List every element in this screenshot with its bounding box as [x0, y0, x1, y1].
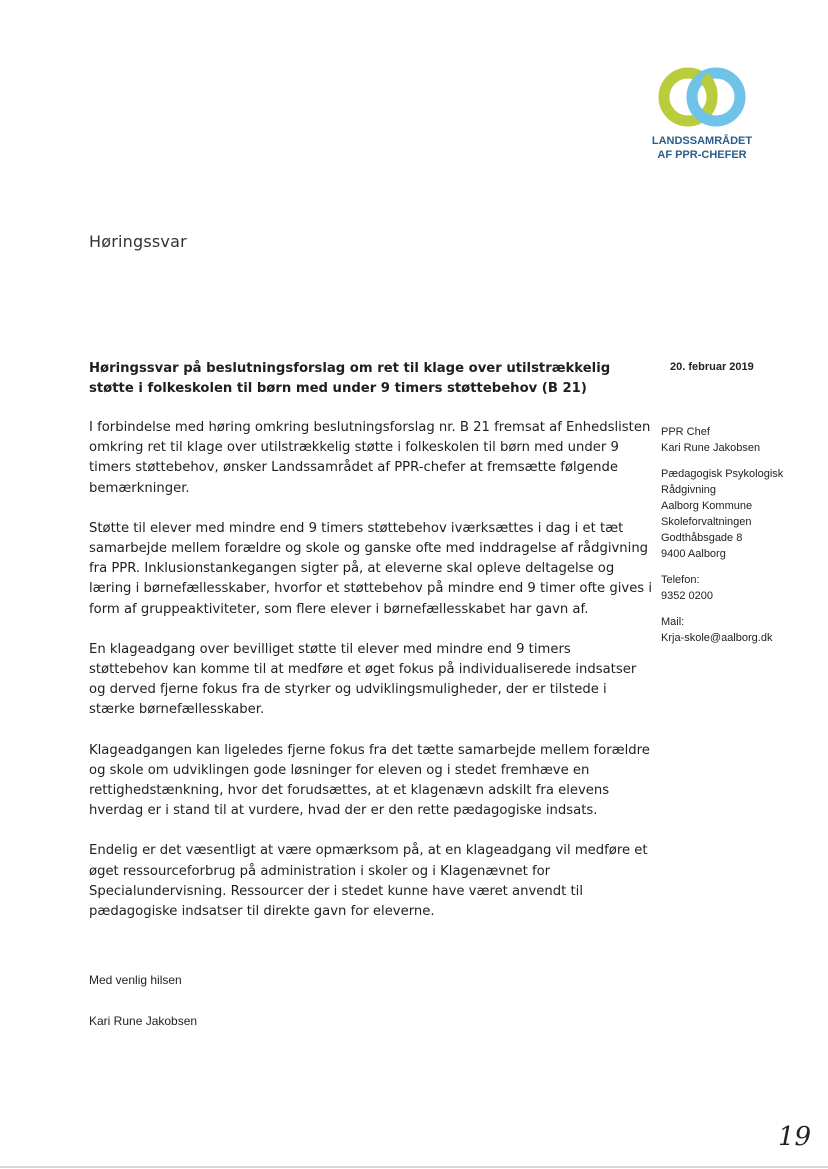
phone-label: Telefon:	[661, 574, 700, 586]
body-paragraph: Klageadgangen kan ligeledes fjerne fokus fra det tætte samarbejde mellem forældre og skole om udviklingen gode løsninger for eleven og i stedet fremhæve en rettighedstænkning, hvor det forudsættes, at et klagenævn adskilt fra elevens hverdag er i stand til at vurdere, hvad der er den rette pædagogiske indsats.	[89, 742, 650, 819]
logo-line-1: LANDSSAMRÅDET	[651, 135, 753, 147]
sender-info-sidebar	[661, 424, 821, 656]
interlocking-rings-logo-icon	[654, 62, 750, 132]
address-block	[661, 466, 821, 562]
body-paragraph: I forbindelse med høring omkring beslutningsforslag nr. B 21 fremsat af Enhedslisten omkring ret til klage over utilstrækkelig støtte i folkeskolen til børn med under 9 timers støttebehov, ønsker Landssamrådet af PPR-chefer at fremsætte følgende bemærkninger.	[89, 420, 651, 496]
sender-role: PPR Chef	[661, 426, 710, 438]
body-paragraph: Støtte til elever med mindre end 9 timers støttebehov iværksættes i dag i et tæt samarbejde mellem forældre og skole og ganske ofte med inddragelse af rådgivning fra PPR. Inklusionstankegangen sigter på, at eleverne skal opleve deltagelse og læring i børnefællesskaber, hvorfor et støttebehov på mindre end 9 timer ofte gives i form af gruppeaktiviteter, som flere elever i børnefællesskabet har gavn af.	[89, 520, 653, 617]
org-line-1: Pædagogisk Psykologisk	[661, 468, 784, 480]
handwritten-page-number: 19	[778, 1122, 812, 1152]
phone-block	[661, 572, 821, 604]
letter-date: 20. februar 2019	[670, 361, 754, 373]
logo-wordmark	[648, 134, 756, 162]
body-paragraph: Endelig er det væsentligt at være opmærksom på, at en klageadgang vil medføre et øget ressourceforbrug på administration i skoler og i Klagenævnet for Specialundervisning. Ressourcer der i stedet kunne have været anvendt til pædagogiske indsatser til direkte gavn for eleverne.	[89, 843, 648, 920]
org-line-2: Rådgivning	[661, 484, 717, 496]
street-address: Godthåbsgade 8	[661, 532, 743, 544]
org-line-3: Aalborg Kommune	[661, 500, 753, 512]
body-paragraph: En klageadgang over bevilliget støtte til elever med mindre end 9 timers støttebehov kan komme til at medføre et øget fokus på individualiserede indsatser og derved fjerne fokus fra de styrker og udviklingsmuligheder, der er tilstede i stærke børnefællesskaber.	[89, 641, 637, 718]
document-title: Høringssvar	[89, 232, 187, 251]
sender-block	[661, 424, 821, 456]
signer-name: Kari Rune Jakobsen	[89, 1014, 198, 1028]
logo-line-2: AF PPR-CHEFER	[657, 149, 747, 161]
mail-block	[661, 614, 821, 646]
closing-salutation: Med venlig hilsen	[89, 973, 182, 987]
page-bottom-edge	[0, 1166, 828, 1168]
letter-body	[89, 418, 654, 942]
mail-address: Krja-skole@aalborg.dk	[661, 632, 773, 644]
organization-logo	[648, 62, 758, 162]
phone-number: 9352 0200	[661, 590, 713, 602]
postal-city: 9400 Aalborg	[661, 548, 726, 560]
mail-label: Mail:	[661, 616, 685, 628]
org-line-4: Skoleforvaltningen	[661, 516, 752, 528]
subject-heading: Høringssvar på beslutningsforslag om ret til klage over utilstrækkelig støtte i folkeskolen til børn med under 9 timers støttebehov (B 21)	[89, 361, 611, 396]
sender-name: Kari Rune Jakobsen	[661, 442, 761, 454]
